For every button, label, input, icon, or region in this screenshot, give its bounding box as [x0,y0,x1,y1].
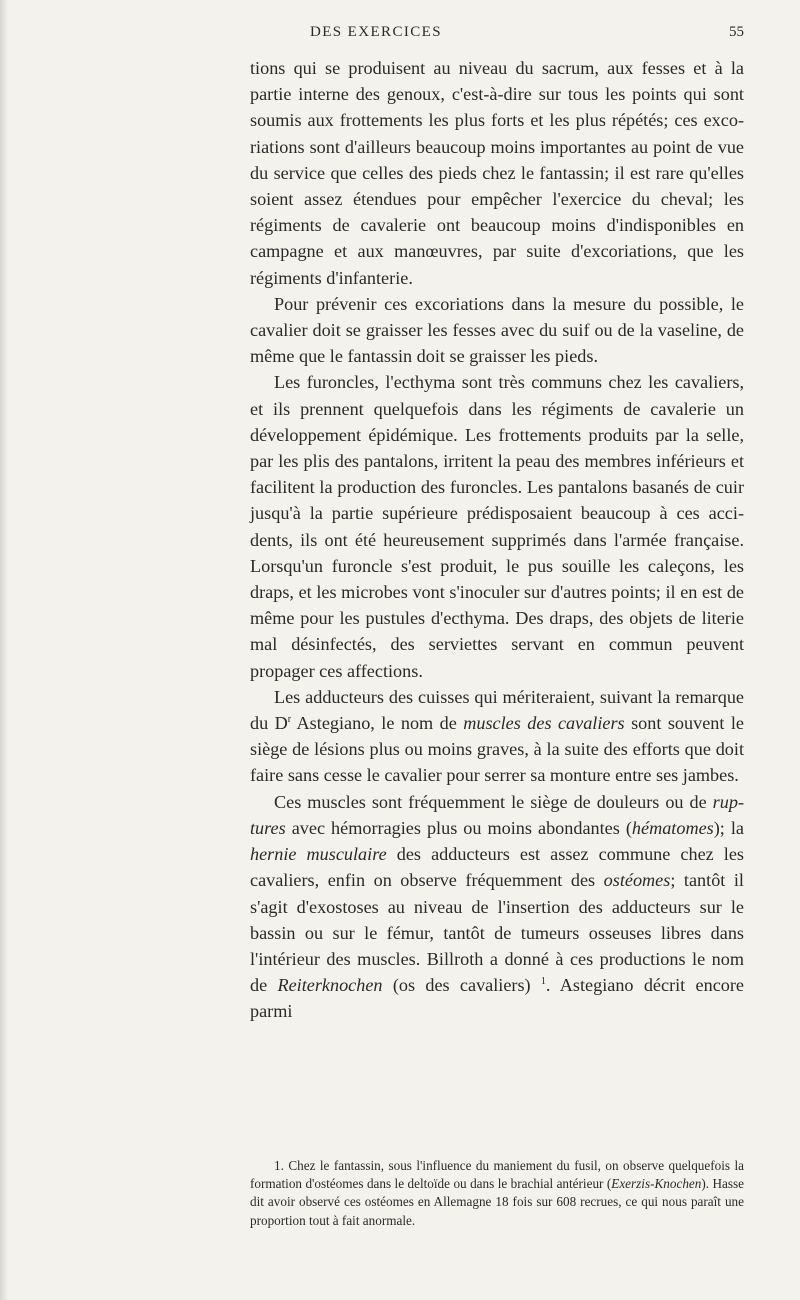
text-run: Astegiano, le nom de [291,713,464,734]
body-text [250,55,744,1025]
paragraph [250,684,744,789]
text-run: . Astegiano décrit encore parmi [250,975,745,1022]
footnote-marker: 1 [540,976,546,988]
text-run: sont souvent le siège de lésions plus ou moins graves, à la suite des efforts que doit faire sans cesse le cavalier pour serrer sa monture entre ses jambes. [250,713,744,786]
superscript: r [287,714,292,726]
italic-term: Reiterknochen [277,975,383,996]
text-run: 1. Chez le fantassin, sous l'influence du maniement du fusil, on observe quelquefois la formation d'ostéomes dans le deltoïde ou dans le brachial antérieur ( [250,1158,744,1192]
text-run: Les adducteurs des cuisses qui mériteraient, suivant la remarque du D [250,686,744,734]
footnote [250,1157,744,1230]
paragraph [250,789,744,1025]
page-header [254,24,744,46]
footnotes [250,1157,744,1230]
italic-term: muscles des cavaliers [463,713,625,734]
running-title: DES EXERCICES [310,24,442,40]
text-run: avec hémorragies plus ou moins abondantes ( [285,817,632,838]
text-run: ). Hasse dit avoir observé ces ostéomes en Allemagne 18 fois sur 608 recrues, ce qui nous paraît une proportion tout à fait anormale. [250,1176,744,1228]
italic-term: hématomes [631,817,714,838]
text-run: ; tantôt il s'agit d'exostoses au niveau de l'insertion des adducteurs sur le bassin ou sur le fémur, tantôt de tumeurs osseuses libres dans l'intérieur des muscles. Billroth a donné à ces productions le nom de [250,870,744,996]
italic-term: hernie musculaire [250,844,387,865]
italic-term: Exerzis-Knochen [611,1176,702,1192]
page-number: 55 [729,24,744,40]
text-run: des adducteurs est assez commune chez les cavaliers, enfin on observe fréquemment des [250,844,744,891]
italic-term: ruptures [250,791,744,838]
text-run: ); la [713,817,744,838]
italic-term: ostéomes [603,870,671,891]
paragraph: Les furoncles, l'ecthyma sont très communs chez les cavaliers, et ils prennent quelquefois dans les régiments de cavalerie un développement épidémique. Les frottements produits par la selle, par les plis des pantalons, irritent la peau des membres inférieurs et facilitent la production des furoncles. Les pantalons basanés de cuir jusqu'à la partie supérieure prédisposaient beaucoup à ces accidents, ils ont été heureusement supprimés dans l'armée française. Lorsqu'un furoncle s'est produit, le pus souille les caleçons, les draps, et les microbes vont s'inoculer sur d'autres points; il en est de même pour les pustules d'ecthyma. Des draps, des objets de literie mal désinfectés, des serviettes servant en commun peuvent propager ces affections. [250,372,744,681]
text-run: Ces muscles sont fréquemment le siège de douleurs ou de [274,791,713,812]
text-run: (os des cavaliers) [382,975,541,996]
page-gutter-shadow [0,0,8,1300]
paragraph: Pour prévenir ces excoriations dans la mesure du possible, le cavalier doit se graisser les fesses avec du suif ou de la vaseline, de même que le fantassin doit se graisser les pieds. [250,293,744,367]
paragraph: tions qui se produisent au niveau du sacrum, aux fesses et à la partie interne des genoux, c'est-à-dire sur tous les points qui sont soumis aux frottements les plus forts et les plus répétés; ces excoriations sont d'ailleurs beaucoup moins importantes au point de vue du service que celles des pieds chez le fantassin; il est rare qu'elles soient assez étendues pour empêcher l'exercice du cheval; les régiments de cavalerie ont beaucoup moins d'indisponibles en campagne et aux manœuvres, par suite d'excoriations, que les régiments d'infanterie. [250,58,744,288]
